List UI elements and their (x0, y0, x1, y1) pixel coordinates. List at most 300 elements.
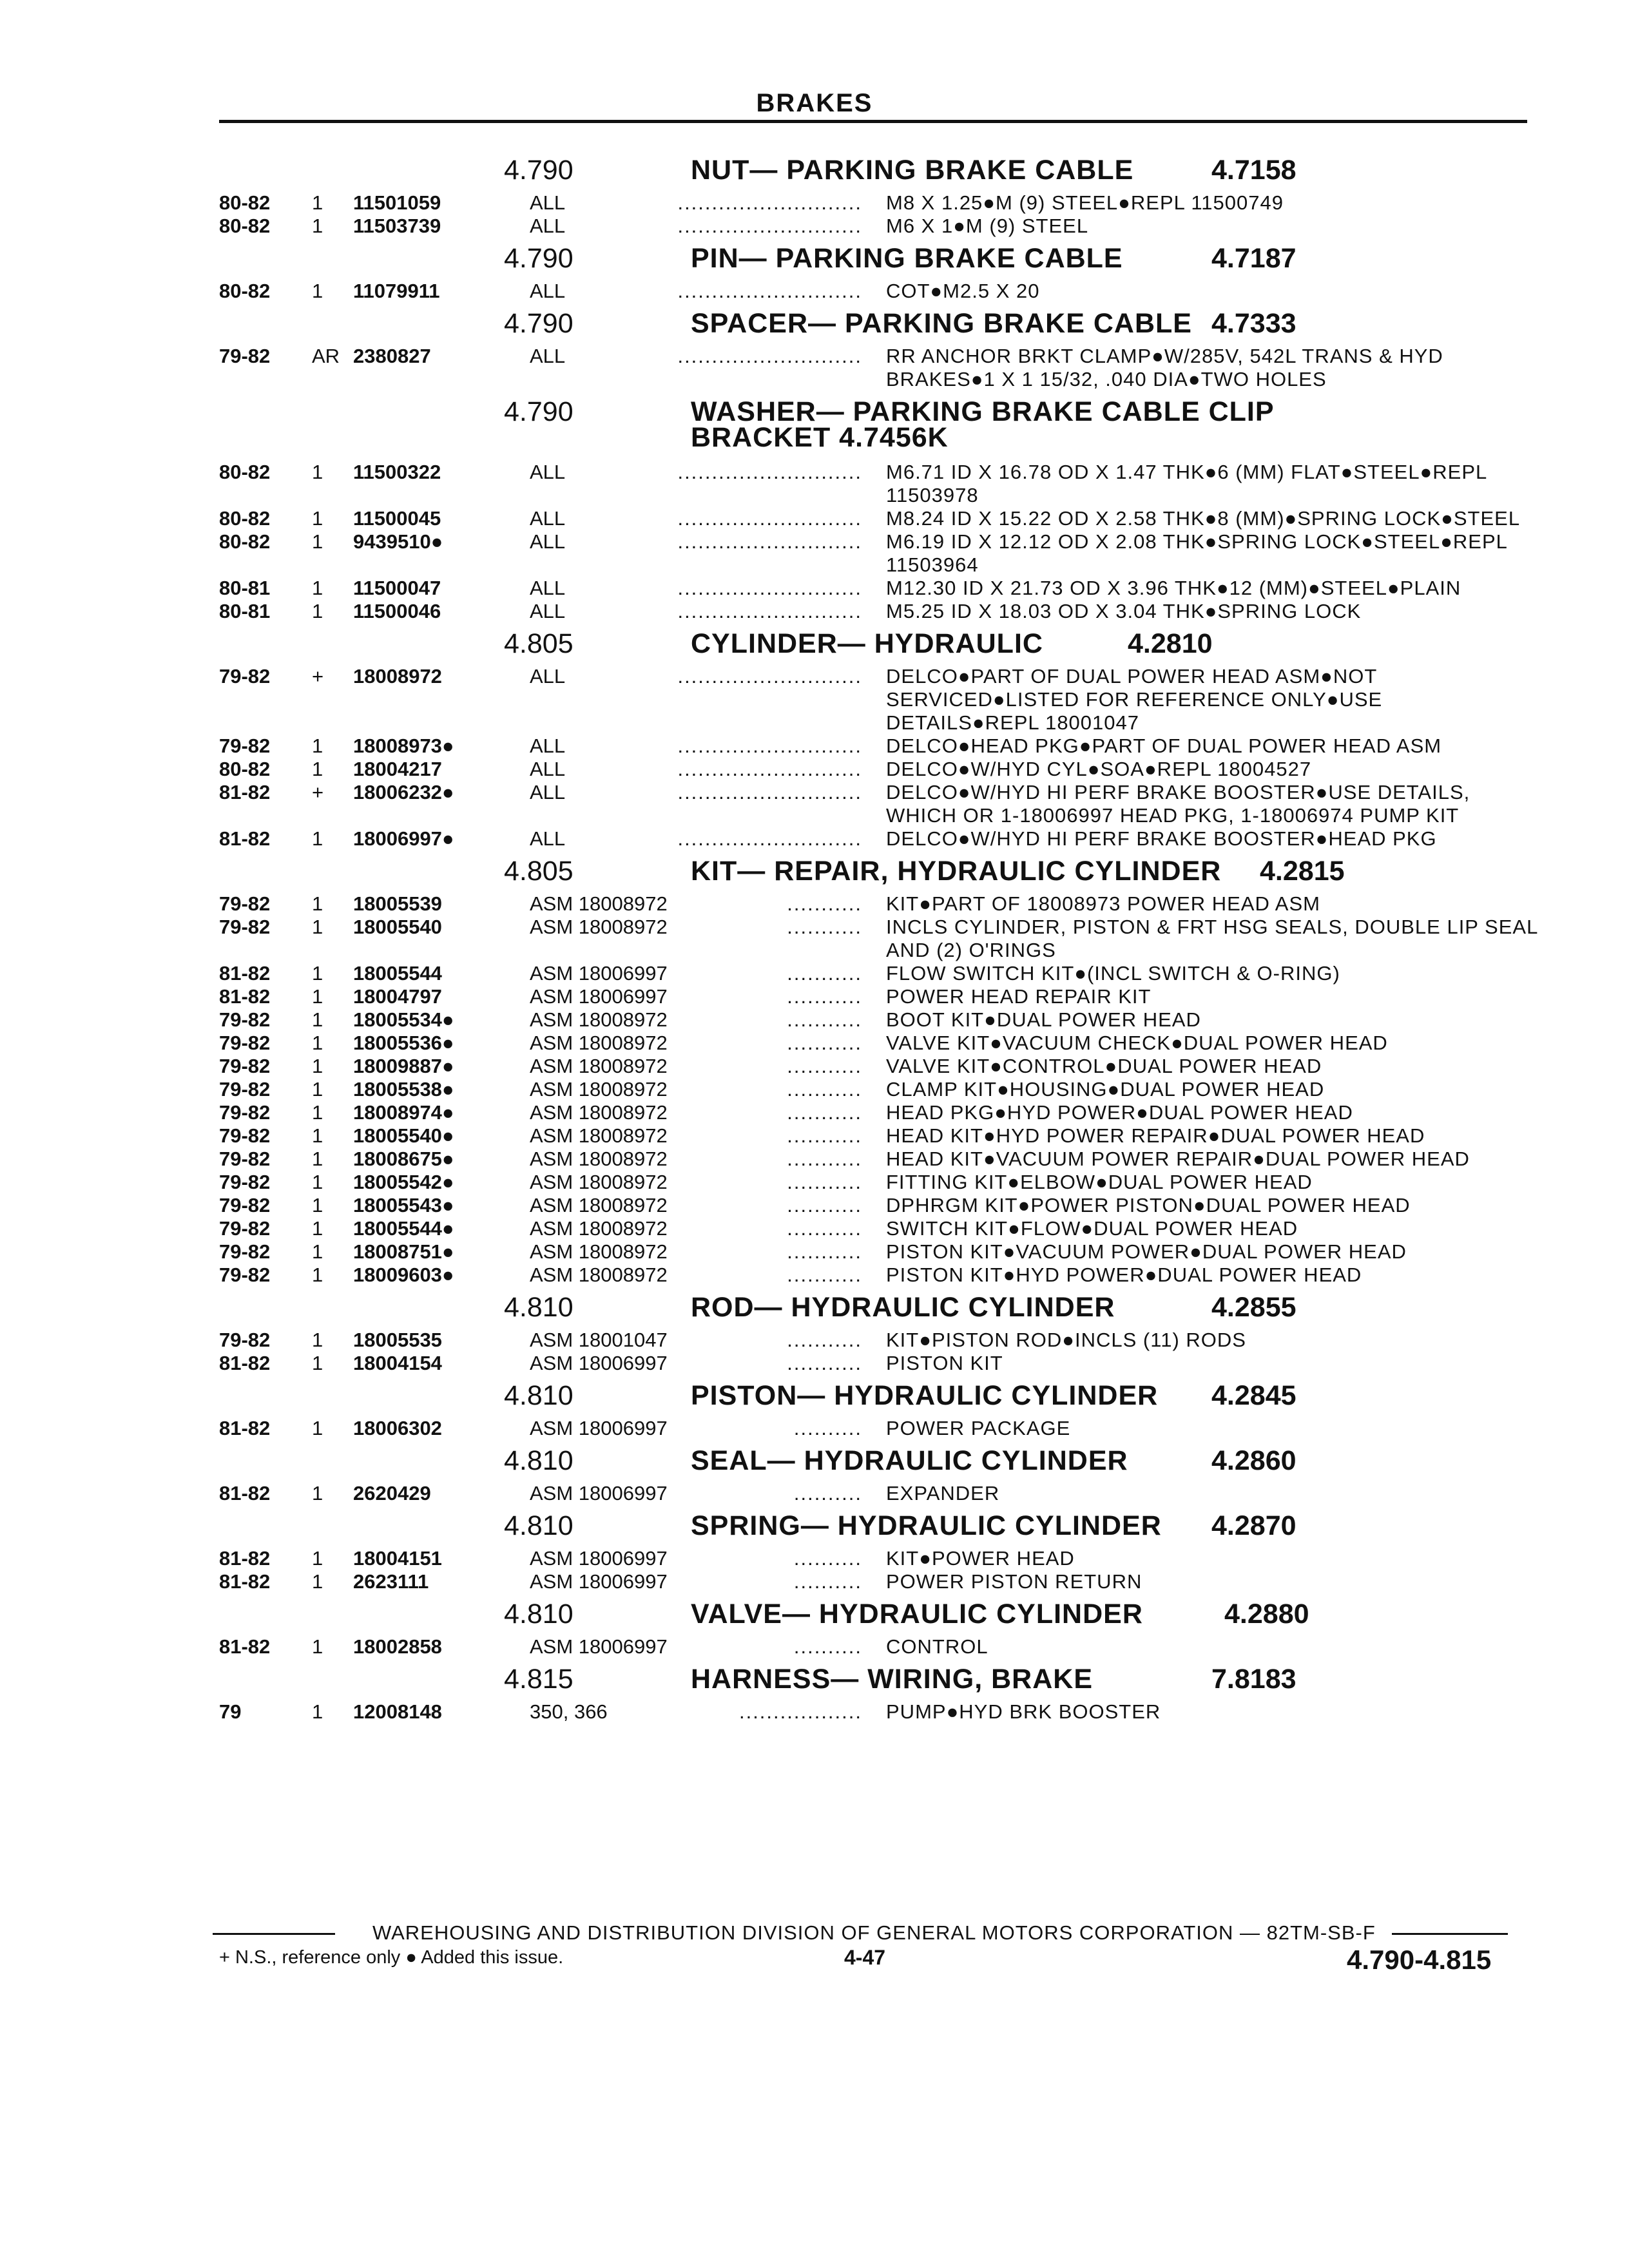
part-description: VALVE KIT●VACUUM CHECK●DUAL POWER HEAD (886, 1032, 1388, 1054)
quantity: 1 (312, 1264, 323, 1286)
part-number: 18005544● (353, 1217, 454, 1240)
section-title-continued: BRACKET 4.7456K (691, 422, 949, 453)
quantity: 1 (312, 1008, 323, 1031)
section-number: 4.810 (504, 1292, 574, 1323)
catalog-section (0, 243, 1629, 303)
model-years: 80-81 (219, 600, 271, 622)
application: ALL (530, 577, 566, 599)
part-description: PUMP●HYD BRK BOOSTER (886, 1700, 1161, 1723)
section-code: 4.2870 (1211, 1510, 1296, 1541)
quantity: + (312, 665, 324, 687)
quantity: 1 (312, 1078, 323, 1100)
part-description: M6.71 ID X 16.78 OD X 1.47 THK●6 (MM) FLAT●STEEL●REPL 11503978 (886, 461, 1487, 506)
model-years: 79-82 (219, 1240, 271, 1263)
part-row (0, 1240, 1629, 1264)
section-title: CYLINDER— HYDRAULIC (691, 628, 1043, 659)
model-years: 80-82 (219, 530, 271, 553)
part-description: M12.30 ID X 21.73 OD X 3.96 THK●12 (MM)●STEEL●PLAIN (886, 577, 1461, 599)
part-row (0, 665, 1629, 735)
part-row (0, 1078, 1629, 1101)
application: ASM 18008972 (530, 1124, 668, 1147)
section-title: KIT— REPAIR, HYDRAULIC CYLINDER (691, 856, 1222, 887)
leader-dots: ........... (787, 962, 862, 985)
part-row (0, 1008, 1629, 1032)
part-description: PISTON KIT (886, 1352, 1003, 1374)
application: ASM 18006997 (530, 1417, 668, 1439)
application: ASM 18006997 (530, 1547, 668, 1570)
model-years: 81-82 (219, 962, 271, 985)
part-description: DELCO●PART OF DUAL POWER HEAD ASM●NOT SERVICED●LISTED FOR REFERENCE ONLY●USE DETAILS●REPL 18001047 (886, 665, 1383, 734)
section-title: WASHER— PARKING BRAKE CABLE CLIP (691, 396, 1275, 427)
application: ASM 18008972 (530, 1194, 668, 1216)
part-number: 2620429 (353, 1482, 431, 1504)
quantity: 1 (312, 1124, 323, 1147)
model-years: 79-82 (219, 1008, 271, 1031)
section-title: VALVE— HYDRAULIC CYLINDER (691, 1599, 1143, 1629)
application: ALL (530, 735, 566, 757)
section-heading (0, 308, 1629, 345)
part-description: M6 X 1●M (9) STEEL (886, 215, 1089, 237)
part-row (0, 1124, 1629, 1148)
leader-dots: .......... (793, 1482, 862, 1504)
part-row (0, 962, 1629, 985)
quantity: 1 (312, 530, 323, 553)
application: 350, 366 (530, 1700, 608, 1723)
application: ASM 18008972 (530, 1240, 668, 1263)
section-code: 7.8183 (1211, 1664, 1296, 1695)
model-years: 79-82 (219, 1124, 271, 1147)
page-range: 4.790-4.815 (1347, 1945, 1492, 1975)
quantity: 1 (312, 735, 323, 757)
part-number: 18006997● (353, 827, 454, 850)
quantity: 1 (312, 1217, 323, 1240)
leader-dots: ........... (787, 1032, 862, 1054)
application: ASM 18006997 (530, 1352, 668, 1374)
model-years: 81-82 (219, 781, 271, 803)
part-row (0, 577, 1629, 600)
quantity: 1 (312, 577, 323, 599)
model-years: 79-82 (219, 892, 271, 915)
leader-dots: ........... (787, 916, 862, 938)
section-number: 4.810 (504, 1380, 574, 1411)
part-row (0, 892, 1629, 916)
part-row (0, 1700, 1629, 1724)
leader-dots: ........................... (677, 781, 862, 803)
application: ALL (530, 191, 566, 214)
catalog-section (0, 1664, 1629, 1724)
part-number: 11500045 (353, 507, 441, 530)
quantity: 1 (312, 461, 323, 483)
section-code: 4.2860 (1211, 1445, 1296, 1476)
section-number: 4.810 (504, 1599, 574, 1629)
part-number: 18004154 (353, 1352, 442, 1374)
catalog-section (0, 308, 1629, 391)
quantity: 1 (312, 1635, 323, 1658)
section-number: 4.790 (504, 396, 574, 427)
quantity: 1 (312, 1148, 323, 1170)
leader-dots: .................. (738, 1700, 862, 1723)
part-description: SWITCH KIT●FLOW●DUAL POWER HEAD (886, 1217, 1298, 1240)
part-number: 11503739 (353, 215, 441, 237)
part-number: 18004151 (353, 1547, 442, 1570)
application: ASM 18008972 (530, 1217, 668, 1240)
part-row (0, 1148, 1629, 1171)
part-number: 18005536● (353, 1032, 454, 1054)
part-description: BOOT KIT●DUAL POWER HEAD (886, 1008, 1201, 1031)
part-row (0, 215, 1629, 238)
part-description: CONTROL (886, 1635, 988, 1658)
section-heading (0, 155, 1629, 191)
application: ASM 18008972 (530, 1078, 668, 1100)
model-years: 81-82 (219, 1417, 271, 1439)
quantity: 1 (312, 1482, 323, 1504)
part-number: 18008751● (353, 1240, 454, 1263)
quantity: 1 (312, 758, 323, 780)
part-row (0, 600, 1629, 623)
model-years: 79-82 (219, 665, 271, 687)
catalog-section (0, 628, 1629, 850)
leader-dots: ........... (787, 985, 862, 1008)
application: ALL (530, 530, 566, 553)
quantity: 1 (312, 1547, 323, 1570)
part-row (0, 345, 1629, 391)
model-years: 79-82 (219, 1171, 271, 1193)
application: ASM 18006997 (530, 985, 668, 1008)
section-number: 4.790 (504, 155, 574, 186)
part-description: M8 X 1.25●M (9) STEEL●REPL 11500749 (886, 191, 1284, 214)
section-title: SEAL— HYDRAULIC CYLINDER (691, 1445, 1128, 1476)
part-row (0, 1482, 1629, 1505)
quantity: 1 (312, 916, 323, 938)
part-description: KIT●PART OF 18008973 POWER HEAD ASM (886, 892, 1320, 915)
part-number: 18006232● (353, 781, 454, 803)
part-row (0, 985, 1629, 1008)
part-description: DELCO●W/HYD HI PERF BRAKE BOOSTER●USE DETAILS, WHICH OR 1-18006997 HEAD PKG, 1-18006974 PUMP KIT (886, 781, 1470, 827)
section-code: 4.7333 (1211, 308, 1296, 339)
application: ASM 18008972 (530, 1032, 668, 1054)
part-number: 11500322 (353, 461, 441, 483)
part-number: 18005535 (353, 1329, 442, 1351)
quantity: 1 (312, 600, 323, 622)
catalog-section (0, 1445, 1629, 1505)
part-description: DELCO●W/HYD HI PERF BRAKE BOOSTER●HEAD PKG (886, 827, 1437, 850)
part-row (0, 735, 1629, 758)
part-row (0, 781, 1629, 827)
part-row (0, 1635, 1629, 1658)
leader-dots: ........................... (677, 215, 862, 237)
leader-dots: ........... (787, 892, 862, 915)
leader-dots: ........................... (677, 577, 862, 599)
model-years: 81-82 (219, 1570, 271, 1593)
part-row (0, 191, 1629, 215)
leader-dots: ........................... (677, 600, 862, 622)
part-description: EXPANDER (886, 1482, 1000, 1504)
part-row (0, 461, 1629, 507)
part-description: POWER HEAD REPAIR KIT (886, 985, 1152, 1008)
application: ALL (530, 215, 566, 237)
model-years: 80-82 (219, 280, 271, 302)
footer-legend-note: + N.S., reference only ● Added this issue. (219, 1947, 564, 1968)
section-title: SPRING— HYDRAULIC CYLINDER (691, 1510, 1162, 1541)
part-number: 18002858 (353, 1635, 442, 1658)
model-years: 80-82 (219, 758, 271, 780)
part-description: POWER PISTON RETURN (886, 1570, 1142, 1593)
part-number: 18008972 (353, 665, 442, 687)
application: ASM 18008972 (530, 916, 668, 938)
leader-dots: .......... (793, 1635, 862, 1658)
catalog-section (0, 1510, 1629, 1593)
part-description: M5.25 ID X 18.03 OD X 3.04 THK●SPRING LOCK (886, 600, 1362, 622)
quantity: 1 (312, 827, 323, 850)
part-row (0, 1055, 1629, 1078)
model-years: 79-82 (219, 1055, 271, 1077)
quantity: 1 (312, 191, 323, 214)
header-rule (219, 120, 1527, 123)
quantity: 1 (312, 962, 323, 985)
catalog-section (0, 1599, 1629, 1658)
quantity: 1 (312, 1055, 323, 1077)
section-code: 4.7187 (1211, 243, 1296, 274)
application: ALL (530, 280, 566, 302)
quantity: 1 (312, 1417, 323, 1439)
section-code: 4.2815 (1260, 856, 1345, 887)
catalog-section (0, 1380, 1629, 1440)
leader-dots: ........... (787, 1264, 862, 1286)
part-number: 11500047 (353, 577, 441, 599)
part-number: 18005540● (353, 1124, 454, 1147)
part-number: 18005534● (353, 1008, 454, 1031)
leader-dots: ........... (787, 1217, 862, 1240)
part-number: 2380827 (353, 345, 431, 367)
part-row (0, 1101, 1629, 1124)
part-row (0, 1417, 1629, 1440)
section-number: 4.805 (504, 628, 574, 659)
part-number: 18008974● (353, 1101, 454, 1124)
section-code: 4.2855 (1211, 1292, 1296, 1323)
part-description: M6.19 ID X 12.12 OD X 2.08 THK●SPRING LOCK●STEEL●REPL 11503964 (886, 530, 1507, 576)
section-heading (0, 1445, 1629, 1482)
leader-dots: ........................... (677, 758, 862, 780)
model-years: 81-82 (219, 827, 271, 850)
model-years: 79-82 (219, 1264, 271, 1286)
section-code: 4.7158 (1211, 155, 1296, 186)
part-number: 11501059 (353, 191, 441, 214)
leader-dots: ........... (787, 1124, 862, 1147)
quantity: 1 (312, 1352, 323, 1374)
leader-dots: ........................... (677, 280, 862, 302)
page-number: 4-47 (844, 1946, 886, 1969)
leader-dots: ........................... (677, 665, 862, 687)
leader-dots: ........... (787, 1101, 862, 1124)
leader-dots: ........................... (677, 191, 862, 214)
leader-dots: ........................... (677, 507, 862, 530)
section-heading (0, 856, 1629, 892)
part-number: 18004217 (353, 758, 442, 780)
leader-dots: ........... (787, 1078, 862, 1100)
part-description: POWER PACKAGE (886, 1417, 1071, 1439)
leader-dots: ........... (787, 1240, 862, 1263)
application: ASM 18006997 (530, 1482, 668, 1504)
leader-dots: .......... (793, 1417, 862, 1439)
part-number: 11079911 (353, 280, 440, 302)
section-title: PIN— PARKING BRAKE CABLE (691, 243, 1123, 274)
leader-dots: ........... (787, 1194, 862, 1216)
part-description: VALVE KIT●CONTROL●DUAL POWER HEAD (886, 1055, 1322, 1077)
part-row (0, 280, 1629, 303)
section-code: 4.2845 (1211, 1380, 1296, 1411)
leader-dots: ........................... (677, 735, 862, 757)
part-row (0, 1171, 1629, 1194)
part-row (0, 1032, 1629, 1055)
model-years: 79-82 (219, 1101, 271, 1124)
section-title: ROD— HYDRAULIC CYLINDER (691, 1292, 1115, 1323)
part-row (0, 827, 1629, 850)
part-number: 18008675● (353, 1148, 454, 1170)
quantity: 1 (312, 1032, 323, 1054)
quantity: 1 (312, 1570, 323, 1593)
section-heading (0, 1599, 1629, 1635)
section-number: 4.790 (504, 308, 574, 339)
quantity: 1 (312, 1329, 323, 1351)
section-heading (0, 243, 1629, 280)
section-title: PISTON— HYDRAULIC CYLINDER (691, 1380, 1159, 1411)
part-number: 18009887● (353, 1055, 454, 1077)
leader-dots: ........... (787, 1008, 862, 1031)
section-title: SPACER— PARKING BRAKE CABLE (691, 308, 1192, 339)
section-heading (0, 1380, 1629, 1417)
model-years: 79-82 (219, 1329, 271, 1351)
application: ASM 18006997 (530, 1635, 668, 1658)
part-number: 18009603● (353, 1264, 454, 1286)
model-years: 79-82 (219, 345, 271, 367)
application: ALL (530, 600, 566, 622)
model-years: 79-82 (219, 735, 271, 757)
application: ASM 18008972 (530, 1101, 668, 1124)
section-heading (0, 396, 1629, 461)
part-number: 9439510● (353, 530, 443, 553)
quantity: 1 (312, 1101, 323, 1124)
part-number: 11500046 (353, 600, 441, 622)
application: ALL (530, 665, 566, 687)
leader-dots: ........... (787, 1352, 862, 1374)
application: ASM 18008972 (530, 1264, 668, 1286)
model-years: 80-82 (219, 215, 271, 237)
part-number: 18004797 (353, 985, 442, 1008)
leader-dots: ........... (787, 1055, 862, 1077)
part-description: INCLS CYLINDER, PISTON & FRT HSG SEALS, DOUBLE LIP SEAL AND (2) O'RINGS (886, 916, 1538, 961)
part-row (0, 1329, 1629, 1352)
quantity: 1 (312, 1171, 323, 1193)
leader-dots: .......... (793, 1547, 862, 1570)
running-head: BRAKES (756, 89, 873, 117)
section-heading (0, 1664, 1629, 1700)
model-years: 81-82 (219, 1482, 271, 1504)
part-number: 18005542● (353, 1171, 454, 1193)
model-years: 81-82 (219, 1635, 271, 1658)
part-number: 18005540 (353, 916, 442, 938)
part-description: HEAD PKG●HYD POWER●DUAL POWER HEAD (886, 1101, 1353, 1124)
model-years: 81-82 (219, 1352, 271, 1374)
quantity: 1 (312, 507, 323, 530)
model-years: 80-82 (219, 461, 271, 483)
part-number: 18006302 (353, 1417, 442, 1439)
quantity: + (312, 781, 324, 803)
application: ASM 18001047 (530, 1329, 668, 1351)
part-row (0, 530, 1629, 577)
model-years: 80-81 (219, 577, 271, 599)
leader-dots: ........................... (677, 345, 862, 367)
application: ASM 18008972 (530, 1148, 668, 1170)
leader-dots: ........................... (677, 827, 862, 850)
footer-rule-right (1392, 1933, 1508, 1935)
model-years: 80-82 (219, 191, 271, 214)
application: ALL (530, 345, 566, 367)
catalog-section (0, 396, 1629, 623)
part-row (0, 1570, 1629, 1593)
part-row (0, 1217, 1629, 1240)
quantity: AR (312, 345, 340, 367)
model-years: 79-82 (219, 916, 271, 938)
part-number: 18005543● (353, 1194, 454, 1216)
part-row (0, 507, 1629, 530)
application: ASM 18008972 (530, 1008, 668, 1031)
section-code: 4.2810 (1128, 628, 1213, 659)
section-number: 4.815 (504, 1664, 574, 1695)
quantity: 1 (312, 280, 323, 302)
section-number: 4.810 (504, 1445, 574, 1476)
application: ALL (530, 827, 566, 850)
part-description: HEAD KIT●HYD POWER REPAIR●DUAL POWER HEAD (886, 1124, 1425, 1147)
model-years: 79 (219, 1700, 242, 1723)
part-number: 18005538● (353, 1078, 454, 1100)
part-row (0, 1547, 1629, 1570)
section-title: NUT— PARKING BRAKE CABLE (691, 155, 1134, 186)
part-row (0, 758, 1629, 781)
quantity: 1 (312, 1194, 323, 1216)
part-description: M8.24 ID X 15.22 OD X 2.58 THK●8 (MM)●SPRING LOCK●STEEL (886, 507, 1521, 530)
section-heading (0, 1292, 1629, 1329)
section-title: HARNESS— WIRING, BRAKE (691, 1664, 1094, 1695)
leader-dots: ........... (787, 1171, 862, 1193)
model-years: 81-82 (219, 985, 271, 1008)
application: ALL (530, 461, 566, 483)
application: ALL (530, 758, 566, 780)
part-description: RR ANCHOR BRKT CLAMP●W/285V, 542L TRANS & HYD BRAKES●1 X 1 15/32, .040 DIA●TWO HOLES (886, 345, 1443, 390)
part-description: DPHRGM KIT●POWER PISTON●DUAL POWER HEAD (886, 1194, 1411, 1216)
catalog-entries (0, 149, 1629, 1724)
catalog-section (0, 155, 1629, 238)
part-description: HEAD KIT●VACUUM POWER REPAIR●DUAL POWER HEAD (886, 1148, 1470, 1170)
model-years: 79-82 (219, 1148, 271, 1170)
part-row (0, 916, 1629, 962)
application: ASM 18006997 (530, 962, 668, 985)
part-description: PISTON KIT●HYD POWER●DUAL POWER HEAD (886, 1264, 1362, 1286)
model-years: 79-82 (219, 1217, 271, 1240)
section-number: 4.810 (504, 1510, 574, 1541)
quantity: 1 (312, 1700, 323, 1723)
section-number: 4.805 (504, 856, 574, 887)
quantity: 1 (312, 215, 323, 237)
model-years: 80-82 (219, 507, 271, 530)
part-description: KIT●POWER HEAD (886, 1547, 1075, 1570)
part-description: FITTING KIT●ELBOW●DUAL POWER HEAD (886, 1171, 1313, 1193)
part-number: 18005539 (353, 892, 442, 915)
application: ALL (530, 781, 566, 803)
leader-dots: .......... (793, 1570, 862, 1593)
catalog-section (0, 1292, 1629, 1375)
part-description: PISTON KIT●VACUUM POWER●DUAL POWER HEAD (886, 1240, 1407, 1263)
application: ASM 18008972 (530, 1171, 668, 1193)
